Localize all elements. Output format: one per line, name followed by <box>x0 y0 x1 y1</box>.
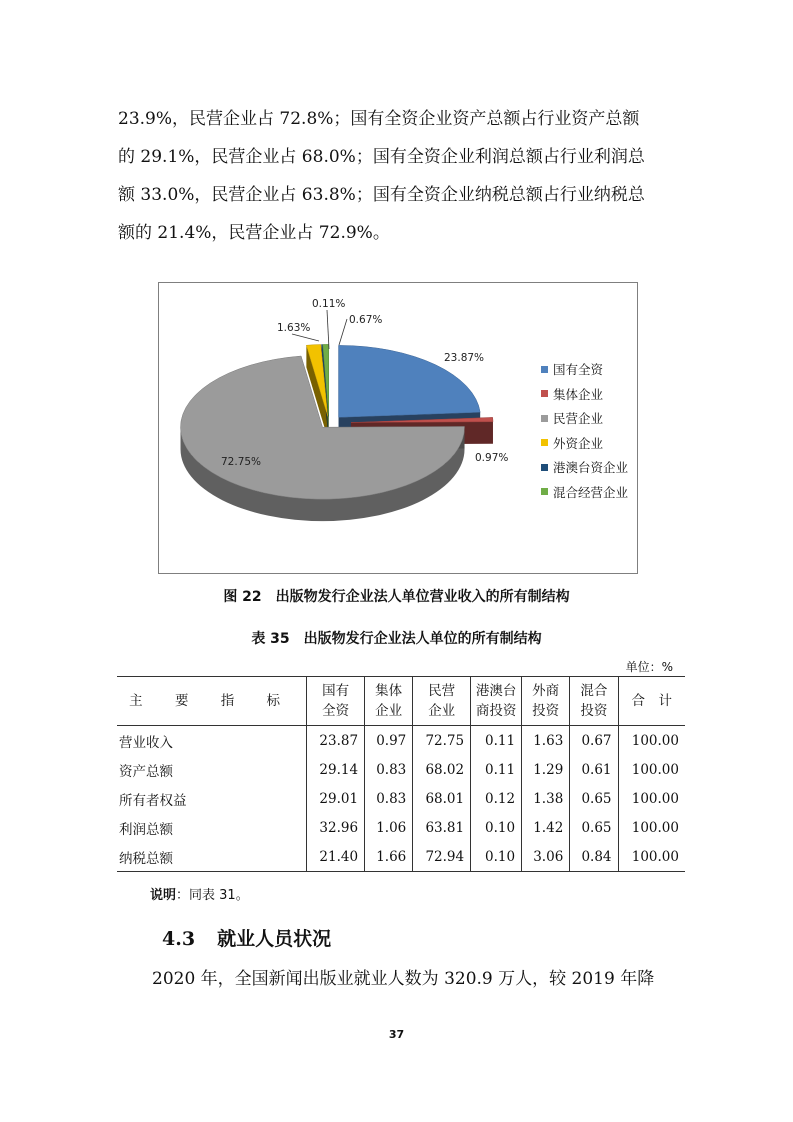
table-cell: 0.61 <box>570 755 618 784</box>
table-cell: 3.06 <box>522 842 570 872</box>
table-cell: 0.10 <box>471 813 522 842</box>
table-cell: 所有者权益 <box>119 792 187 809</box>
paragraph-line: 的 29.1%，民营企业占 68.0%；国有全资企业利润总额占行业利润总 <box>118 147 645 167</box>
note-label: 说明 <box>150 888 177 903</box>
table-cell: 72.75 <box>413 726 471 756</box>
legend-swatch <box>541 464 548 471</box>
legend-label: 港澳台资企业 <box>553 460 629 476</box>
data-label: 0.67% <box>349 314 383 326</box>
legend-label: 国有全资 <box>553 362 604 378</box>
pie-chart-frame <box>158 282 638 574</box>
table-cell: 1.38 <box>522 784 570 813</box>
table-row <box>117 842 685 872</box>
table-cell: 0.12 <box>471 784 522 813</box>
table-cell: 1.29 <box>522 755 570 784</box>
legend-item <box>541 406 628 431</box>
body-paragraph: 2020 年，全国新闻出版业就业人数为 320.9 万人，较 2019 年降 <box>152 969 655 989</box>
table-cell: 29.14 <box>307 755 365 784</box>
table-cell: 23.87 <box>307 726 365 756</box>
table-cell: 利润总额 <box>119 821 173 838</box>
legend-swatch <box>541 439 548 446</box>
legend-label: 外资企业 <box>553 435 604 451</box>
table-cell: 72.94 <box>413 842 471 872</box>
data-label: 1.63% <box>277 322 311 334</box>
data-label: 23.87% <box>444 352 485 364</box>
table-cell: 1.42 <box>522 813 570 842</box>
table-cell: 0.84 <box>570 842 618 872</box>
table-header-cell: 主 要 指 标 <box>117 677 307 726</box>
table-cell: 1.06 <box>365 813 413 842</box>
legend-label: 集体企业 <box>553 386 604 402</box>
table-row <box>117 784 685 813</box>
table-cell: 营业收入 <box>119 734 173 751</box>
chart-legend <box>541 357 628 504</box>
legend-item <box>541 357 628 382</box>
table-cell: 0.83 <box>365 755 413 784</box>
table-cell: 1.63 <box>522 726 570 756</box>
legend-swatch <box>541 488 548 495</box>
table-cell: 纳税总额 <box>117 842 307 872</box>
table-cell: 100.00 <box>618 842 685 872</box>
table-row <box>117 726 685 756</box>
table-header-cell: 外商 投资 <box>522 677 570 726</box>
table-cell: 0.97 <box>365 726 413 756</box>
table-cell: 100.00 <box>618 726 685 756</box>
table-cell: 0.67 <box>570 726 618 756</box>
legend-swatch <box>541 390 548 397</box>
note-text: ：同表 31。 <box>176 888 249 903</box>
paragraph-line: 额的 21.4%，民营企业占 72.9%。 <box>118 223 390 243</box>
table-cell: 0.10 <box>471 842 522 872</box>
legend-item <box>541 455 628 480</box>
data-label: 0.11% <box>312 298 346 310</box>
intro-paragraph <box>118 100 678 252</box>
unit-label: 单位：% <box>625 660 673 674</box>
table-cell: 63.81 <box>413 813 471 842</box>
table-cell: 68.01 <box>413 784 471 813</box>
leader-line <box>292 334 319 341</box>
table-header-cell: 合 计 <box>618 677 685 726</box>
leader-line <box>327 310 329 349</box>
section-number: 4.3 <box>162 928 196 950</box>
table-cell: 0.83 <box>365 784 413 813</box>
figure-caption: 图 22 出版物发行企业法人单位营业收入的所有制结构 <box>223 589 570 605</box>
table-header-cell: 民营 企业 <box>413 677 471 726</box>
table-note <box>150 884 249 903</box>
table-cell: 21.40 <box>307 842 365 872</box>
table-row <box>117 813 685 842</box>
section-heading <box>162 924 331 951</box>
ownership-table <box>117 676 685 872</box>
legend-label: 混合经营企业 <box>553 484 629 500</box>
legend-swatch <box>541 415 548 422</box>
legend-item <box>541 480 628 505</box>
paragraph-line: 23.9%，民营企业占 72.8%；国有全资企业资产总额占行业资产总额 <box>118 109 640 129</box>
table-caption: 表 35 出版物发行企业法人单位的所有制结构 <box>251 631 542 647</box>
table-cell: 0.11 <box>471 755 522 784</box>
table-cell: 1.66 <box>365 842 413 872</box>
table-cell: 0.65 <box>570 813 618 842</box>
table-cell: 0.65 <box>570 784 618 813</box>
legend-swatch <box>541 366 548 373</box>
table-header-row <box>117 677 685 726</box>
table-header-cell: 港澳台 商投资 <box>471 677 522 726</box>
data-label: 0.97% <box>475 452 509 464</box>
table-cell: 100.00 <box>618 784 685 813</box>
legend-item <box>541 382 628 407</box>
table-header-cell: 混合 投资 <box>570 677 618 726</box>
page-number: 37 <box>388 1028 405 1041</box>
legend-item <box>541 431 628 456</box>
table-header-cell: 集体 企业 <box>365 677 413 726</box>
table-cell: 32.96 <box>307 813 365 842</box>
legend-label: 民营企业 <box>553 411 604 427</box>
leader-line <box>339 319 347 345</box>
paragraph-line: 额 33.0%，民营企业占 63.8%；国有全资企业纳税总额占行业纳税总 <box>118 185 645 205</box>
table-cell: 0.11 <box>471 726 522 756</box>
data-label: 72.75% <box>221 456 262 468</box>
table-cell: 100.00 <box>618 813 685 842</box>
table-cell: 100.00 <box>618 755 685 784</box>
section-title: 就业人员状况 <box>217 928 332 950</box>
table-header-cell: 国有 全资 <box>307 677 365 726</box>
table-cell: 29.01 <box>307 784 365 813</box>
table-cell: 资产总额 <box>119 763 173 780</box>
table-row <box>117 755 685 784</box>
table-cell: 68.02 <box>413 755 471 784</box>
